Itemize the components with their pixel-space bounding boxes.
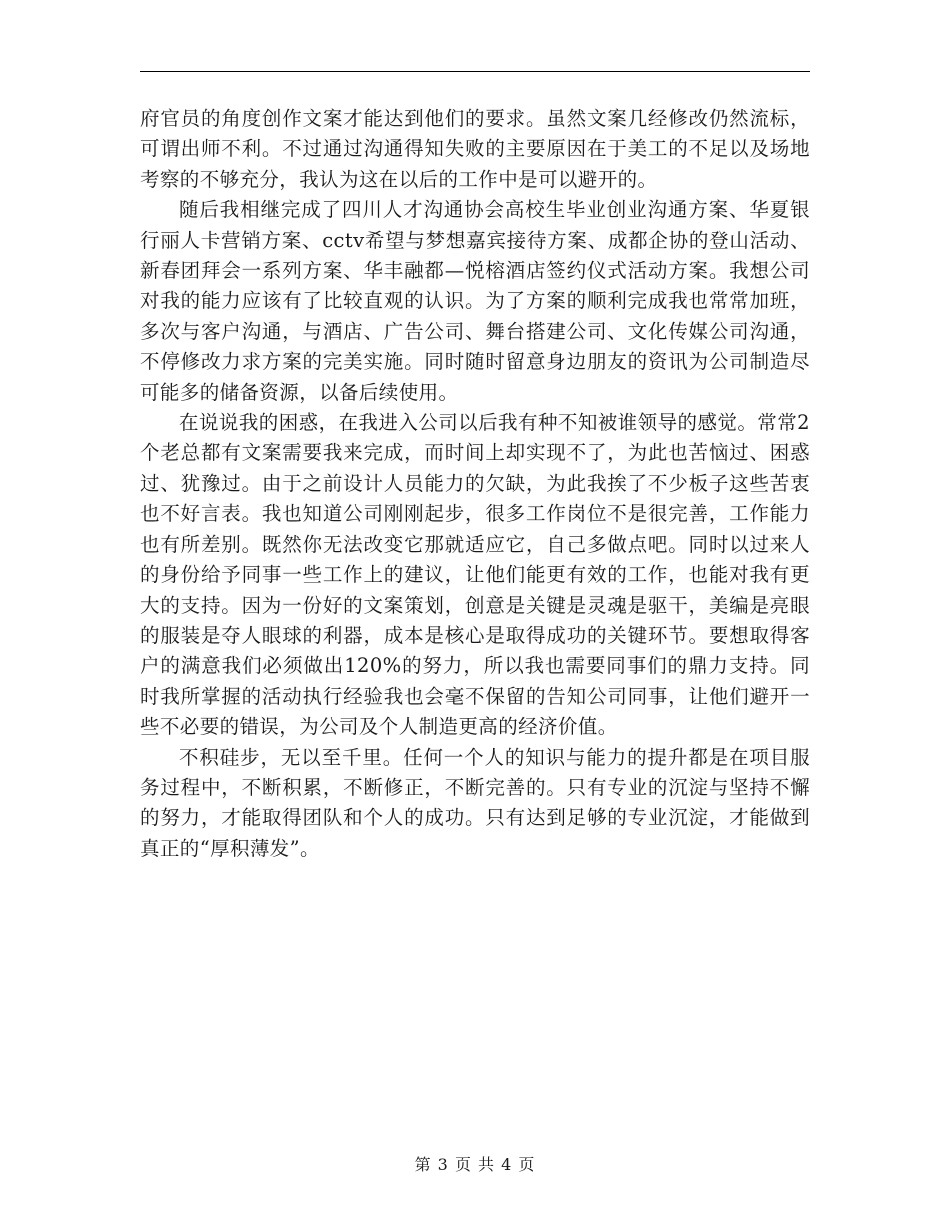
page-number-label: 第 3 页 共 4 页 xyxy=(414,1155,536,1174)
page-footer xyxy=(0,1154,950,1176)
paragraph-2: 随后我相继完成了四川人才沟通协会高校生毕业创业沟通方案、华夏银行丽人卡营销方案、cctv希望与梦想嘉宾接待方案、成都企协的登山活动、新春团拜会一系列方案、华丰融都—悦榕酒店签约仪式活动方案。我想公司对我的能力应该有了比较直观的认识。为了方案的顺利完成我也常常加班，多次与客户沟通，与酒店、广告公司、舞台搭建公司、文化传媒公司沟通，不停修改力求方案的完美实施。同时随时留意身边朋友的资讯为公司制造尽可能多的储备资源，以备后续使用。 xyxy=(140,198,810,404)
paragraph-3: 在说说我的困惑，在我进入公司以后我有种不知被谁领导的感觉。常常2个老总都有文案需要我来完成，而时间上却实现不了，为此也苦恼过、困惑过、犹豫过。由于之前设计人员能力的欠缺，为此我挨了不少板子这些苦衷也不好言表。我也知道公司刚刚起步，很多工作岗位不是很完善，工作能力也有所差别。既然你无法改变它那就适应它，自己多做点吧。同时以过来人的身份给予同事一些工作上的建议，让他们能更有效的工作，也能对我有更大的支持。因为一份好的文案策划，创意是关键是灵魂是驱干，美编是亮眼的服装是夺人眼球的利器，成本是核心是取得成功的关键环节。要想取得客户的满意我们必须做出120%的努力，所以我也需要同事们的鼎力支持。同时我所掌握的活动执行经验我也会毫不保留的告知公司同事，让他们避开一些不必要的错误，为公司及个人制造更高的经济价值。 xyxy=(140,411,810,739)
paragraph-4: 不积硅步，无以至千里。任何一个人的知识与能力的提升都是在项目服务过程中，不断积累，不断修正，不断完善的。只有专业的沉淀与坚持不懈的努力，才能取得团队和个人的成功。只有达到足够的专业沉淀，才能做到真正的“厚积薄发”。 xyxy=(140,745,810,860)
paragraph-1: 府官员的角度创作文案才能达到他们的要求。虽然文案几经修改仍然流标，可谓出师不利。不过通过沟通得知失败的主要原因在于美工的不足以及场地考察的不够充分，我认为这在以后的工作中是可以避开的。 xyxy=(140,107,810,191)
document-body xyxy=(140,104,810,864)
header-rule xyxy=(140,71,810,72)
